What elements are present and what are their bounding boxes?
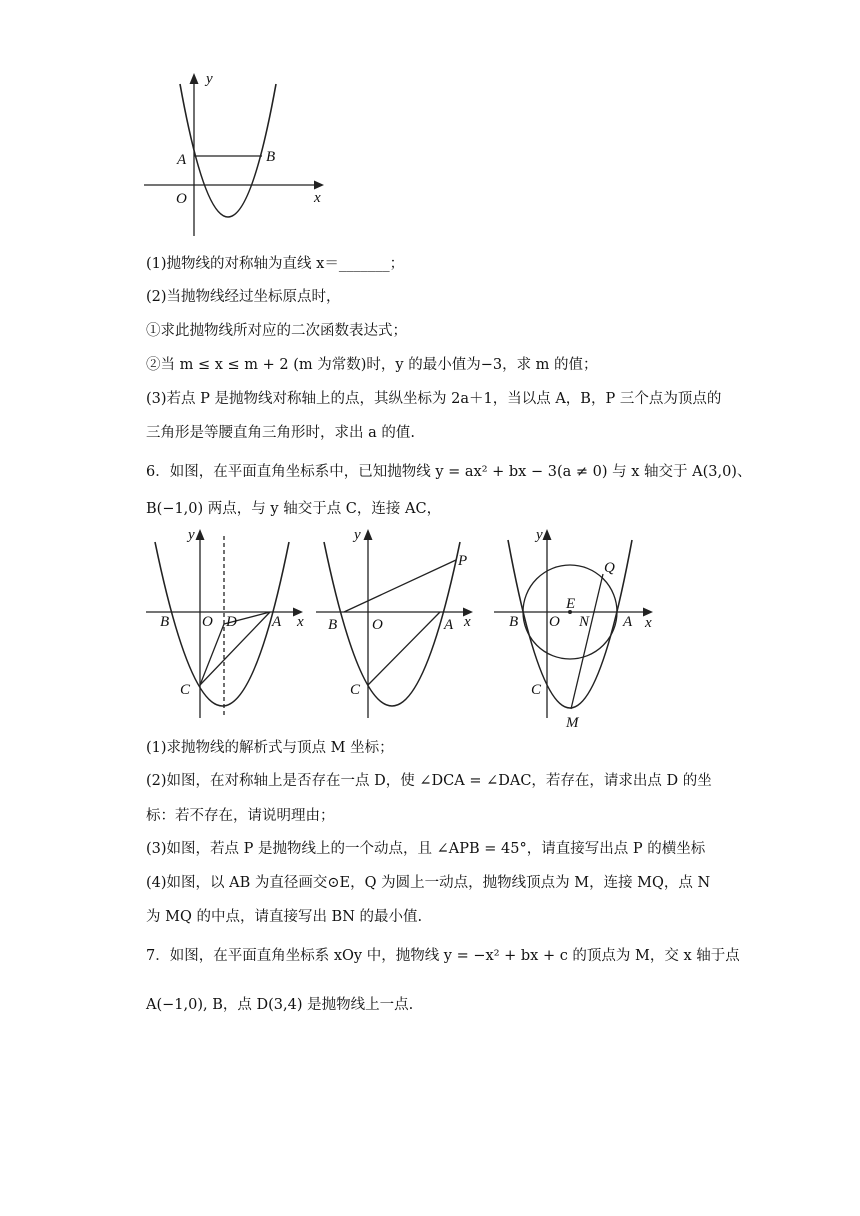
y-axis-label: y	[354, 527, 361, 543]
point-n-label: N	[579, 614, 590, 630]
point-b-label: B	[266, 149, 276, 165]
q5-part1: (1)抛物线的对称轴为直线 x＝_______；	[146, 256, 405, 272]
q6-stem-line2: B(−1,0) 两点，与 y 轴交于点 C，连接 AC，	[146, 501, 442, 517]
origin-label: O	[549, 614, 560, 630]
q5-part3-line2: 三角形是等腰直角三角形时，求出 a 的值.	[146, 425, 415, 441]
point-p-label: P	[458, 553, 468, 569]
origin-label: O	[372, 617, 383, 633]
q6-stem-line1: 6．如图，在平面直角坐标系中，已知抛物线 y = ax² + bx − 3(a ≠ 0) 与 x 轴交于 A(3,0)、	[146, 464, 752, 480]
x-axis-label: x	[464, 614, 471, 630]
y-axis-label: y	[536, 527, 543, 543]
q6-part1: (1)求抛物线的解析式与顶点 M 坐标；	[146, 740, 394, 756]
point-b-label: B	[160, 614, 170, 630]
point-c-label: C	[531, 682, 542, 698]
origin-label: O	[202, 614, 213, 630]
q6-part4-line1: (4)如图，以 AB 为直径画交⊙E，Q 为圆上一动点，抛物线顶点为 M，连接 MQ，点 N	[146, 875, 711, 891]
x-axis-label: x	[645, 615, 652, 631]
y-axis-label: y	[206, 71, 213, 87]
point-c-label: C	[180, 682, 191, 698]
point-a-label: A	[177, 152, 187, 168]
figure-q6-3	[490, 522, 665, 737]
point-q-label: Q	[604, 560, 615, 576]
figure-parabola-ab	[140, 60, 340, 245]
q5-part2: (2)当抛物线经过坐标原点时，	[146, 289, 341, 305]
q5-part3-line1: (3)若点 P 是抛物线对称轴上的点，其纵坐标为 2a＋1，当以点 A，B，P 三个点为顶点的	[146, 391, 722, 407]
origin-label: O	[176, 191, 187, 207]
point-a-label: A	[272, 614, 282, 630]
point-a-label: A	[444, 617, 454, 633]
point-m-label: M	[566, 715, 579, 731]
figure-q6-2	[312, 522, 482, 722]
x-axis-label: x	[314, 190, 321, 206]
q7-stem-line2: A(−1,0), B，点 D(3,4) 是抛物线上一点.	[146, 997, 414, 1013]
q6-part2-line2: 标：若不存在，请说明理由；	[146, 808, 335, 824]
point-b-label: B	[328, 617, 338, 633]
point-c-label: C	[350, 682, 361, 698]
y-axis-label: y	[188, 527, 195, 543]
point-b-label: B	[509, 614, 519, 630]
q5-part2b: ②当 m ≤ x ≤ m + 2 (m 为常数)时，y 的最小值为−3，求 m 的值；	[146, 357, 598, 373]
point-a-label: A	[623, 614, 633, 630]
q6-part3: (3)如图，若点 P 是抛物线上的一个动点，且 ∠APB = 45°，请直接写出点 P 的横坐标	[146, 841, 706, 857]
q5-part2a: ①求此抛物线所对应的二次函数表达式；	[146, 323, 407, 339]
q6-part4-line2: 为 MQ 的中点，请直接写出 BN 的最小值.	[146, 909, 423, 925]
point-d-label: D	[226, 614, 237, 630]
q7-stem-line1: 7．如图，在平面直角坐标系 xOy 中，抛物线 y = −x² + bx + c 的顶点为 M，交 x 轴于点	[146, 948, 740, 964]
x-axis-label: x	[297, 614, 304, 630]
figure-q6-1	[140, 522, 315, 722]
q6-part2-line1: (2)如图，在对称轴上是否存在一点 D，使 ∠DCA = ∠DAC，若存在，请求出点 D 的坐	[146, 773, 712, 789]
point-e-label: E	[566, 596, 576, 612]
